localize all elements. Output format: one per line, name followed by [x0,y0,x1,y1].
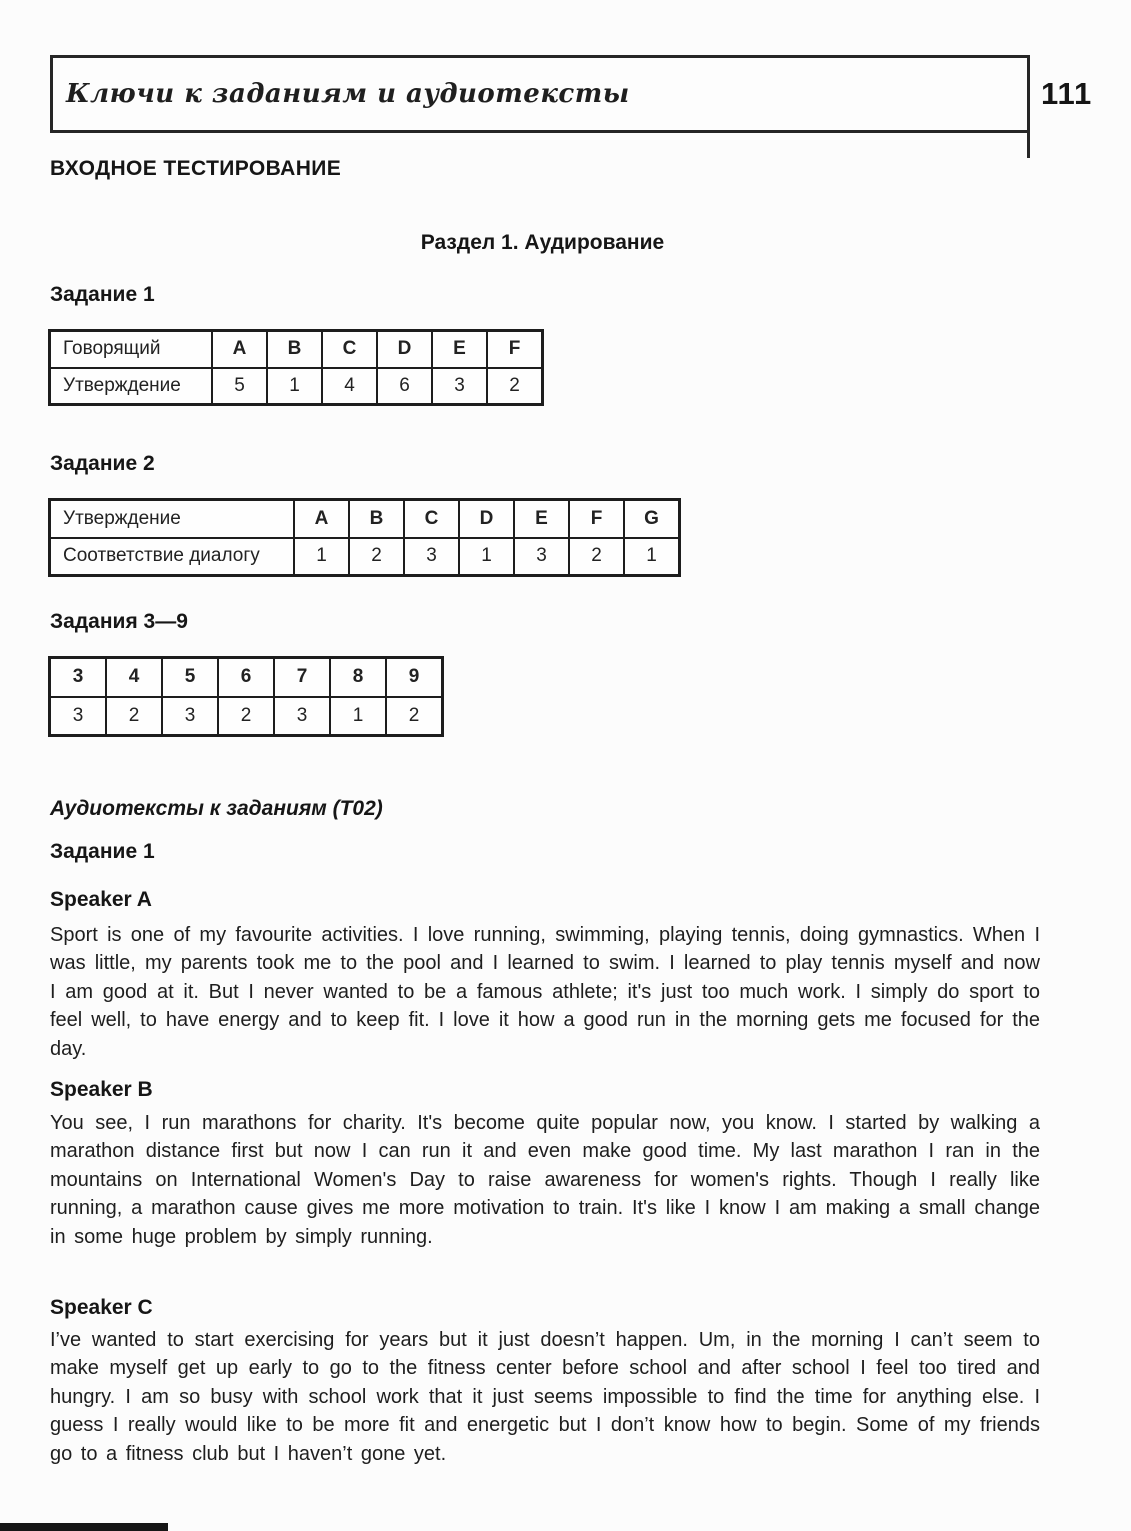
table-header-cell: 3 [50,658,107,697]
table-value-cell: 1 [267,368,322,405]
table-row [50,368,543,405]
table-header-cell: E [514,500,569,538]
speaker-c-heading: Speaker C [50,1296,153,1319]
task2-answer-table [48,498,681,577]
table-row [50,500,680,538]
table-header-cell: 5 [162,658,218,697]
running-head-box [50,55,1030,133]
table-value-cell: 3 [274,697,330,736]
row-label: Говорящий [50,331,213,368]
table-header-cell: C [322,331,377,368]
scan-artifact-strip [0,1523,168,1531]
speaker-a-transcript: Sport is one of my favourite activities. I love running, swimming, playing tennis, doing gymnastics. When I was little, my parents took me to the pool and I learned to swim. I learned to play tennis myself and now I am good at it. But I never wanted to be a famous athlete; it's just too much work. I simply do sport to feel well, to have energy and to keep fit. I love it how a good run in the morning gets me focused for the day. [50,924,1040,1060]
table-value-cell: 3 [432,368,487,405]
table-value-cell: 6 [377,368,432,405]
running-head-rule [1027,131,1030,158]
tasks3-9-answer-table [48,656,444,737]
row-label: Утверждение [50,500,295,538]
table-header-cell: E [432,331,487,368]
table-row [50,658,443,697]
table-header-cell: 6 [218,658,274,697]
speaker-c-transcript: I’ve wanted to start exercising for years but it just doesn’t happen. Um, in the morning I can’t seem to make myself get up early to go to the fitness center before school and after school I feel too tired and hungry. I am so busy with school work that it just seems impossible to find the time for anything else. I guess I really would like to be more fit and energetic but I don’t know how to begin. Some of my friends go to a fitness club but I haven’t gone yet. [50,1329,1040,1465]
audio-task1-heading: Задание 1 [50,840,155,863]
speaker-b-transcript: You see, I run marathons for charity. It's become quite popular now, you know. I started by walking a marathon distance first but now I can run it and even make good time. My last marathon I ran in the mountains on International Women's Day to raise awareness for women's rights. Though I really like running, a marathon cause gives me more motivation to train. It's like I know I am making a small change in some huge problem by simply running. [50,1112,1040,1248]
row-label: Соответствие диалогу [50,538,295,576]
table-header-cell: D [459,500,514,538]
table-header-cell: B [267,331,322,368]
task1-answer-table [48,329,544,406]
table-row [50,331,543,368]
table-header-cell: G [624,500,680,538]
table-value-cell: 2 [386,697,443,736]
table-header-cell: 4 [106,658,162,697]
table-header-cell: 7 [274,658,330,697]
row-label: Утверждение [50,368,213,405]
section-heading: ВХОДНОЕ ТЕСТИРОВАНИЕ [50,157,342,180]
table-value-cell: 3 [404,538,459,576]
speaker-a-heading: Speaker A [50,888,152,911]
table-value-cell: 2 [218,697,274,736]
running-head-title: Ключи к заданиям и аудиотексты [66,79,630,109]
table-value-cell: 4 [322,368,377,405]
table-header-cell: A [294,500,349,538]
audio-texts-heading: Аудиотексты к заданиям (Т02) [50,797,383,820]
part-heading: Раздел 1. Аудирование [420,231,665,254]
table-value-cell: 1 [294,538,349,576]
table-header-cell: C [404,500,459,538]
table-value-cell: 2 [569,538,624,576]
page-number: 111 [1041,76,1093,111]
table-value-cell: 1 [624,538,680,576]
table-row [50,697,443,736]
table-value-cell: 5 [212,368,267,405]
table-value-cell: 2 [106,697,162,736]
tasks3-9-heading: Задания 3—9 [50,610,188,633]
table-value-cell: 2 [349,538,404,576]
task2-heading: Задание 2 [50,452,155,475]
table-value-cell: 1 [459,538,514,576]
table-value-cell: 3 [162,697,218,736]
table-header-cell: F [569,500,624,538]
table-header-cell: 8 [330,658,386,697]
speaker-b-heading: Speaker B [50,1078,153,1101]
table-header-cell: D [377,331,432,368]
table-value-cell: 3 [50,697,107,736]
table-row [50,538,680,576]
table-header-cell: A [212,331,267,368]
task1-heading: Задание 1 [50,283,155,306]
table-value-cell: 1 [330,697,386,736]
table-header-cell: 9 [386,658,443,697]
table-header-cell: F [487,331,543,368]
table-value-cell: 3 [514,538,569,576]
table-value-cell: 2 [487,368,543,405]
table-header-cell: B [349,500,404,538]
